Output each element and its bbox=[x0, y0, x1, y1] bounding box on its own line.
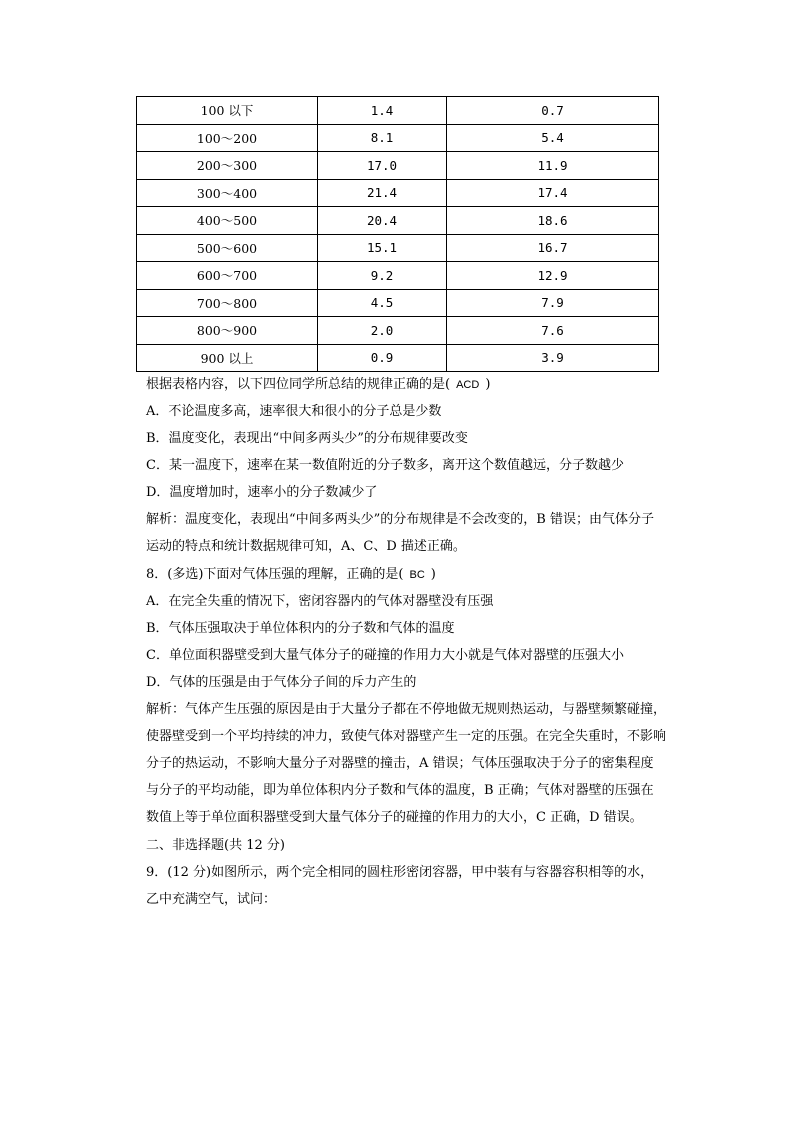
table-row bbox=[137, 97, 659, 125]
table-cell: 16.7 bbox=[447, 234, 659, 262]
table-cell: 300～400 bbox=[137, 179, 318, 207]
table-row bbox=[137, 289, 659, 317]
q8-answer: BC bbox=[409, 569, 425, 581]
table-cell: 400～500 bbox=[137, 207, 318, 235]
table-row bbox=[137, 207, 659, 235]
table-cell: 900 以上 bbox=[137, 344, 318, 372]
table-cell: 600～700 bbox=[137, 262, 318, 290]
section-heading: 二、非选择题(共 12 分) bbox=[146, 838, 285, 853]
table-cell: 700～800 bbox=[137, 289, 318, 317]
q9-stem: 9．(12 分)如图所示，两个完全相同的圆柱形密闭容器，甲中装有与容器容积相等的水，乙中充满空气，试问： bbox=[146, 865, 654, 907]
table-cell: 500～600 bbox=[137, 234, 318, 262]
table-row bbox=[137, 262, 659, 290]
table-cell: 3.9 bbox=[447, 344, 659, 372]
table-cell: 200～300 bbox=[137, 152, 318, 180]
q8-stem: 8．(多选)下面对气体压强的理解，正确的是( BC ) bbox=[146, 561, 666, 589]
table-cell: 2.0 bbox=[318, 317, 447, 345]
table-row bbox=[137, 344, 659, 372]
table-cell: 0.7 bbox=[447, 97, 659, 125]
q8-option-a: A．在完全失重的情况下，密闭容器内的气体对器壁没有压强 bbox=[146, 594, 494, 609]
table-cell: 21.4 bbox=[318, 179, 447, 207]
q7-stem: 根据表格内容，以下四位同学所总结的规律正确的是( ACD ) bbox=[146, 371, 666, 399]
q7-option-d: D．温度增加时，速率小的分子数减少了 bbox=[146, 485, 378, 500]
table-cell: 17.0 bbox=[318, 152, 447, 180]
table-row bbox=[137, 152, 659, 180]
table-cell: 8.1 bbox=[318, 124, 447, 152]
table-cell: 11.9 bbox=[447, 152, 659, 180]
table-row bbox=[137, 124, 659, 152]
table-cell: 4.5 bbox=[318, 289, 447, 317]
table-cell: 9.2 bbox=[318, 262, 447, 290]
table-cell: 800～900 bbox=[137, 317, 318, 345]
table-cell: 7.9 bbox=[447, 289, 659, 317]
q7-option-c: C．某一温度下，速率在某一数值附近的分子数多，离开这个数值越远，分子数越少 bbox=[146, 458, 624, 473]
q8-option-c: C．单位面积器壁受到大量气体分子的碰撞的作用力大小就是气体对器壁的压强大小 bbox=[146, 648, 624, 663]
q7-option-b: B．温度变化，表现出“中间多两头少”的分布规律要改变 bbox=[146, 431, 468, 446]
q7-answer: ACD bbox=[456, 379, 480, 391]
table-row bbox=[137, 234, 659, 262]
table-row bbox=[137, 179, 659, 207]
q8-option-b: B．气体压强取决于单位体积内的分子数和气体的温度 bbox=[146, 621, 455, 636]
table-cell: 12.9 bbox=[447, 262, 659, 290]
table-cell: 5.4 bbox=[447, 124, 659, 152]
table-cell: 17.4 bbox=[447, 179, 659, 207]
table-cell: 20.4 bbox=[318, 207, 447, 235]
q7-option-a: A．不论温度多高，速率很大和很小的分子总是少数 bbox=[146, 404, 442, 419]
table-row bbox=[137, 317, 659, 345]
table-cell: 18.6 bbox=[447, 207, 659, 235]
q8-analysis: 解析：气体产生压强的原因是由于大量分子都在不停地做无规则热运动，与器壁频繁碰撞，使器壁受到一个平均持续的冲力，致使气体对器壁产生一定的压强。在完全失重时，不影响分子的热运动，不影响大量分子对器壁的撞击，A 错误；气体压强取决于分子的密集程度与分子的平均动能，即为单位体积内分子数和气体的温度，B 正确；气体对器壁的压强在数值上等于单位面积器壁受到大量气体分子的碰撞的作用力的大小，C 正确，D 错误。 bbox=[146, 702, 667, 825]
q8-option-d: D．气体的压强是由于气体分子间的斥力产生的 bbox=[146, 675, 417, 690]
table-cell: 15.1 bbox=[318, 234, 447, 262]
table-cell: 100～200 bbox=[137, 124, 318, 152]
q7-analysis: 解析：温度变化，表现出“中间多两头少”的分布规律是不会改变的，B 错误；由气体分子运动的特点和统计数据规律可知，A、C、D 描述正确。 bbox=[146, 512, 654, 554]
table-cell: 0.9 bbox=[318, 344, 447, 372]
table-cell: 7.6 bbox=[447, 317, 659, 345]
table-cell: 1.4 bbox=[318, 97, 447, 125]
speed-distribution-table bbox=[136, 96, 659, 372]
table-cell: 100 以下 bbox=[137, 97, 318, 125]
